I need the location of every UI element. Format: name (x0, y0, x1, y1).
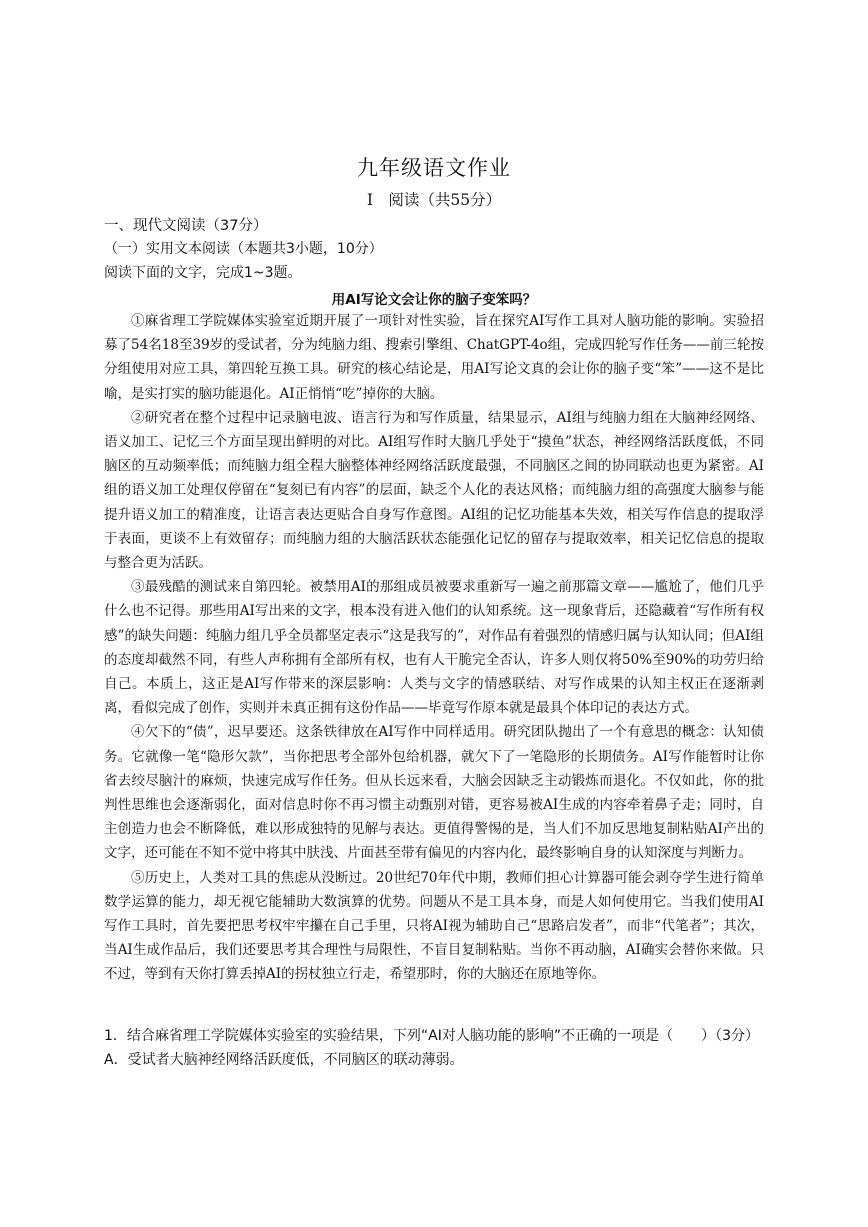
option-a: A．受试者大脑神经网络活跃度低，不同脑区的联动薄弱。 (104, 1052, 464, 1068)
subsection-heading: （一）实用文本阅读（本题共3小题，10分） (104, 241, 383, 257)
paragraph: ⑤历史上，人类对工具的焦虑从没断过。20世纪70年代中期，教师们担心计算器可能会剥夺学生进行简单数学运算的能力，却无视它能辅助大数演算的优势。问题从不是工具本身，而是人如何使用它。当我们使用AI写作工具时，首先要把思考权牢牢攥在自己手里，只将AI视为辅助自己“思路启发者”，而非“代笔者”；其次，当AI生成作品后，我们还要思考其合理性与局限性，不盲目复制粘贴。当你不再动脑，AI确实会替你来做。只不过，等到有天你打算丢掉AI的拐杖独立行走，希望那时，你的大脑还在原地等你。 (104, 869, 764, 983)
question-1: 1．结合麻省理工学院媒体实验室的实验结果，下列“AI对人脑功能的影响”不正确的一项是（ ）（3分） (104, 1028, 760, 1044)
paragraph: ③最残酷的测试来自第四轮。被禁用AI的那组成员被要求重新写一遍之前那篇文章——尴尬了，他们几乎什么也不记得。那些用AI写出来的文字，根本没有进入他们的认知系统。这一现象背后，还隐藏着“写作所有权感”的缺失问题：纯脑力组几乎全员都坚定表示“这是我写的”，对作品有着强烈的情感归属与认知认同；但AI组的态度却截然不同，有些人声称拥有全部所有权，也有人干脆完全否认，许多人则仅将50%至90%的功劳归给自己。本质上，这正是AI写作带来的深层影响：人类与文字的情感联结、对写作成果的认知主权正在逐渐剥离，看似完成了创作，实则并未真正拥有这份作品——毕竟写作原本就是最具个体印记的表达方式。 (104, 579, 764, 717)
article-body (104, 309, 764, 987)
instruction-text: 阅读下面的文字，完成1~3题。 (104, 265, 302, 281)
paragraph: ②研究者在整个过程中记录脑电波、语言行为和写作质量，结果显示，AI组与纯脑力组在大脑神经网络、语义加工、记忆三个方面呈现出鲜明的对比。AI组写作时大脑几乎处于“摸鱼”状态，神经网络活跃度低，不同脑区的互动频率低；而纯脑力组全程大脑整体神经网络活跃度最强，不同脑区之间的协同联动也更为紧密。AI组的语义加工处理仅停留在“复刻已有内容”的层面，缺乏个人化的表达风格；而纯脑力组的高强度大脑参与能提升语义加工的精准度，让语言表达更贴合自身写作意图。AI组的记忆功能基本失效，相关写作信息的提取浮于表面，更谈不上有效留存；而纯脑力组的大脑活跃状态能强化记忆的留存与提取效率，相关记忆信息的提取与整合更为活跃。 (104, 409, 764, 572)
paragraph: ④欠下的“债”，迟早要还。这条铁律放在AI写作中同样适用。研究团队抛出了一个有意思的概念：认知债务。它就像一笔“隐形欠款”，当你把思考全部外包给机器，就欠下了一笔隐形的长期债务。AI写作能暂时让你省去绞尽脑汁的麻烦，快速完成写作任务。但从长远来看，大脑会因缺乏主动锻炼而退化。不仅如此，你的批判性思维也会逐渐弱化，面对信息时你不再习惯主动甄别对错，更容易被AI生成的内容牵着鼻子走；同时，自主创造力也会不断降低，难以形成独特的见解与表达。更值得警惕的是，当人们不加反思地复制粘贴AI产出的文字，还可能在不知不觉中将其中肤浅、片面甚至带有偏见的内容内化，最终影响自身的认知深度与判断力。 (104, 724, 764, 862)
article-title: 用AI写论文会让你的脑子变笨吗？ (331, 292, 537, 308)
question-block (104, 1024, 764, 1072)
paragraph: ①麻省理工学院媒体实验室近期开展了一项针对性实验，旨在探究AI写作工具对人脑功能的影响。实验招募了54名18至39岁的受试者，分为纯脑力组、搜索引擎组、ChatGPT-4o组，完成四轮写作任务——前三轮按分组使用对应工具，第四轮互换工具。研究的核心结论是，用AI写论文真的会让你的脑子变“笨”——这不是比喻，是实打实的脑功能退化。AI正悄悄“吃”掉你的大脑。 (104, 313, 764, 402)
page-title: 九年级语文作业 (357, 156, 511, 180)
section-subtitle: Ⅰ 阅读（共55分） (366, 191, 502, 209)
section-heading: 一、现代文阅读（37分） (104, 218, 268, 234)
